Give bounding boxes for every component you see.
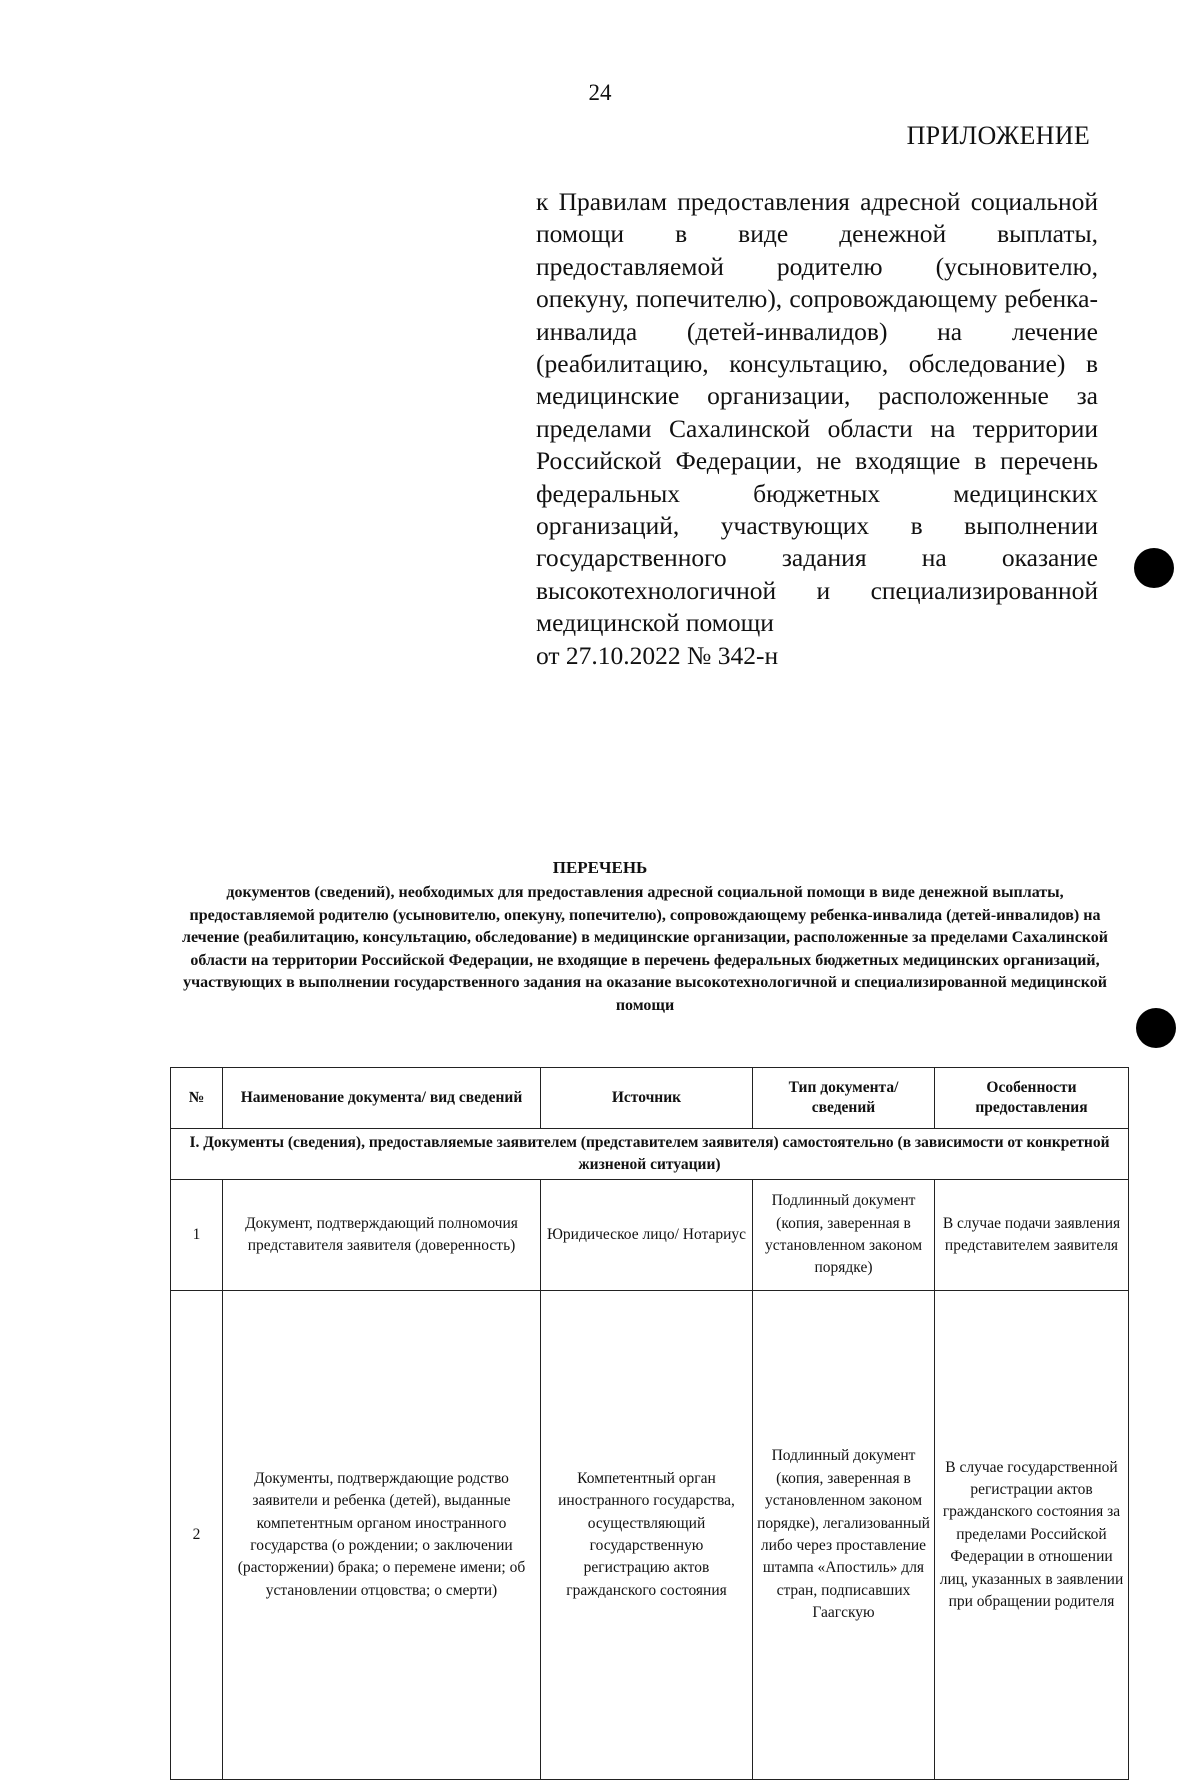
row-number: 2 [171, 1291, 223, 1780]
row-name: Документы, подтверждающие родство заявители и ребенка (детей), выданные компетентным органом иностранного государства (о рождении; о заключении (расторжении) брака; о перемене имени; об установлении отцовства; о смерти) [223, 1291, 541, 1780]
page-number: 24 [588, 80, 612, 105]
punch-hole-mark [1134, 548, 1174, 588]
punch-hole-mark [1136, 1008, 1176, 1048]
row-source: Юридическое лицо/ Нотариус [541, 1180, 753, 1291]
row-type: Подлинный документ (копия, заверенная в установленном законом порядке) [753, 1180, 935, 1291]
appendix-block [536, 186, 1098, 672]
header-features: Особенности предоставления [935, 1068, 1129, 1129]
appendix-title: ПРИЛОЖЕНИЕ [906, 121, 1090, 150]
row-features: В случае государственной регистрации актов гражданского состояния за пределами Российской Федерации в отношении лиц, указанных в заявлении при обращении родителя [935, 1291, 1129, 1780]
table-row [171, 1291, 1129, 1780]
header-number: № [171, 1068, 223, 1129]
row-features: В случае подачи заявления представителем заявителя [935, 1180, 1129, 1291]
row-source: Компетентный орган иностранного государства, осуществляющий государственную регистрацию актов гражданского состояния [541, 1291, 753, 1780]
section-title: I. Документы (сведения), предоставляемые заявителем (представителем заявителя) самостоятельно (в зависимости от конкретной жизненой ситуации) [171, 1129, 1129, 1180]
header-type: Тип документа/ сведений [753, 1068, 935, 1129]
table-row [171, 1180, 1129, 1291]
row-type: Подлинный документ (копия, заверенная в установленном законом порядке), легализованный либо через проставление штампа «Апостиль» для стран, подписавших Гаагскую [753, 1291, 935, 1780]
header-name: Наименование документа/ вид сведений [223, 1068, 541, 1129]
list-subheading: документов (сведений), необходимых для предоставления адресной социальной помощи в виде денежной выплаты, предоставляемой родителю (усыновителю, опекуну, попечителю), сопровождающему ребенка-инвалида (детей-инвалидов) на лечение (реабилитацию, консультацию, обследование) в медицинские организации, расположенные за пределами Сахалинской области на территории Российской Федерации, не входящие в перечень федеральных бюджетных медицинских организаций, участвующих в выполнении государственного задания на оказание высокотехнологичной и специализированной медицинской помощи [181, 884, 1109, 1014]
documents-table [170, 1067, 1129, 1780]
appendix-date: от 27.10.2022 № 342-н [536, 640, 779, 670]
list-heading: ПЕРЕЧЕНЬ [552, 858, 648, 877]
section-row [171, 1129, 1129, 1180]
table-header-row [171, 1068, 1129, 1129]
row-number: 1 [171, 1180, 223, 1291]
header-source: Источник [541, 1068, 753, 1129]
appendix-text: к Правилам предоставления адресной социальной помощи в виде денежной выплаты, предоставляемой родителю (усыновителю, опекуну, попечителю), сопровождающему ребенка-инвалида (детей-инвалидов) на лечение (реабилитацию, консультацию, обследование) в медицинские организации, расположенные за пределами Сахалинской области на территории Российской Федерации, не входящие в перечень федеральных бюджетных медицинских организаций, участвующих в выполнении государственного задания на оказание высокотехнологичной и специализированной медицинской помощи [536, 187, 1098, 638]
row-name: Документ, подтверждающий полномочия представителя заявителя (доверенность) [223, 1180, 541, 1291]
